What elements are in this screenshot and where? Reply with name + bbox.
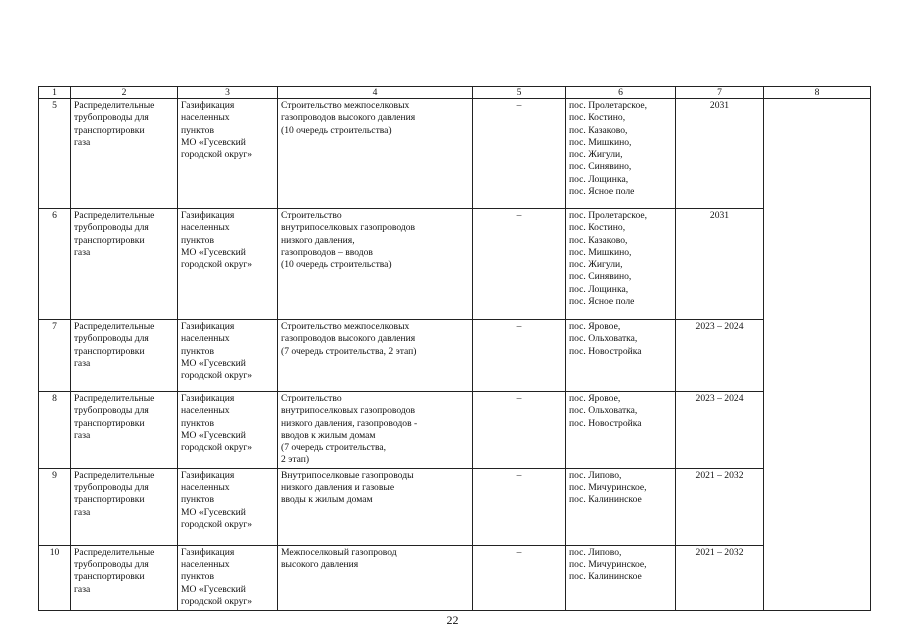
- column-8-cell: [764, 99, 871, 611]
- object-type-cell: Распределительные трубопроводы для транспортировки газа: [71, 468, 178, 545]
- years-cell: 2031: [676, 209, 764, 320]
- header-cell-2: 2: [71, 87, 178, 99]
- work-description-cell: Внутрипоселковые газопроводы низкого давления и газовые вводы к жилым домам: [278, 468, 473, 545]
- header-cell-1: 1: [39, 87, 71, 99]
- header-cell-5: 5: [473, 87, 566, 99]
- settlements-cell: пос. Яровое, пос. Ольховатка, пос. Новостройка: [566, 320, 676, 392]
- header-cell-7: 7: [676, 87, 764, 99]
- column-5-cell: –: [473, 392, 566, 469]
- object-type-cell: Распределительные трубопроводы для транспортировки газа: [71, 209, 178, 320]
- purpose-cell: Газификация населенных пунктов МО «Гусевский городской округ»: [178, 209, 278, 320]
- settlements-cell: пос. Пролетарское, пос. Костино, пос. Казаково, пос. Мишкино, пос. Жигули, пос. Синявино, пос. Лощинка, пос. Ясное поле: [566, 99, 676, 209]
- purpose-cell: Газификация населенных пунктов МО «Гусевский городской округ»: [178, 320, 278, 392]
- page-number: 22: [446, 613, 459, 627]
- table-row: [39, 468, 871, 545]
- work-description-cell: Строительство межпоселковых газопроводов высокого давления (7 очередь строительства, 2 этап): [278, 320, 473, 392]
- header-cell-6: 6: [566, 87, 676, 99]
- work-description-cell: Строительство внутрипоселковых газопроводов низкого давления, газопроводов - вводов к жилым домам (7 очередь строительства, 2 этап): [278, 392, 473, 469]
- table-row: [39, 545, 871, 610]
- column-5-cell: –: [473, 209, 566, 320]
- work-description-cell: Строительство внутрипоселковых газопроводов низкого давления, газопроводов – вводов (10 очередь строительства): [278, 209, 473, 320]
- row-number: 5: [39, 99, 71, 209]
- purpose-cell: Газификация населенных пунктов МО «Гусевский городской округ»: [178, 392, 278, 469]
- purpose-cell: Газификация населенных пунктов МО «Гусевский городской округ»: [178, 545, 278, 610]
- column-5-cell: –: [473, 99, 566, 209]
- years-cell: 2023 – 2024: [676, 392, 764, 469]
- row-number: 8: [39, 392, 71, 469]
- settlements-cell: пос. Пролетарское, пос. Костино, пос. Казаково, пос. Мишкино, пос. Жигули, пос. Синявино, пос. Лощинка, пос. Ясное поле: [566, 209, 676, 320]
- document-table: [38, 86, 871, 611]
- column-5-cell: –: [473, 468, 566, 545]
- header-cell-3: 3: [178, 87, 278, 99]
- years-cell: 2021 – 2032: [676, 545, 764, 610]
- header-row: [39, 87, 871, 99]
- object-type-cell: Распределительные трубопроводы для транспортировки газа: [71, 99, 178, 209]
- work-description-cell: Строительство межпоселковых газопроводов высокого давления (10 очередь строительства): [278, 99, 473, 209]
- row-number: 9: [39, 468, 71, 545]
- object-type-cell: Распределительные трубопроводы для транспортировки газа: [71, 545, 178, 610]
- table-row: [39, 209, 871, 320]
- years-cell: 2031: [676, 99, 764, 209]
- settlements-cell: пос. Липово, пос. Мичуринское, пос. Калининское: [566, 468, 676, 545]
- purpose-cell: Газификация населенных пунктов МО «Гусевский городской округ»: [178, 468, 278, 545]
- table-row: [39, 320, 871, 392]
- years-cell: 2023 – 2024: [676, 320, 764, 392]
- table-row: [39, 392, 871, 469]
- object-type-cell: Распределительные трубопроводы для транспортировки газа: [71, 392, 178, 469]
- row-number: 10: [39, 545, 71, 610]
- settlements-cell: пос. Яровое, пос. Ольховатка, пос. Новостройка: [566, 392, 676, 469]
- object-type-cell: Распределительные трубопроводы для транспортировки газа: [71, 320, 178, 392]
- settlements-cell: пос. Липово, пос. Мичуринское, пос. Калининское: [566, 545, 676, 610]
- column-5-cell: –: [473, 320, 566, 392]
- header-cell-8: 8: [764, 87, 871, 99]
- purpose-cell: Газификация населенных пунктов МО «Гусевский городской округ»: [178, 99, 278, 209]
- header-cell-4: 4: [278, 87, 473, 99]
- table-row: [39, 99, 871, 209]
- column-5-cell: –: [473, 545, 566, 610]
- work-description-cell: Межпоселковый газопровод высокого давления: [278, 545, 473, 610]
- years-cell: 2021 – 2032: [676, 468, 764, 545]
- row-number: 7: [39, 320, 71, 392]
- row-number: 6: [39, 209, 71, 320]
